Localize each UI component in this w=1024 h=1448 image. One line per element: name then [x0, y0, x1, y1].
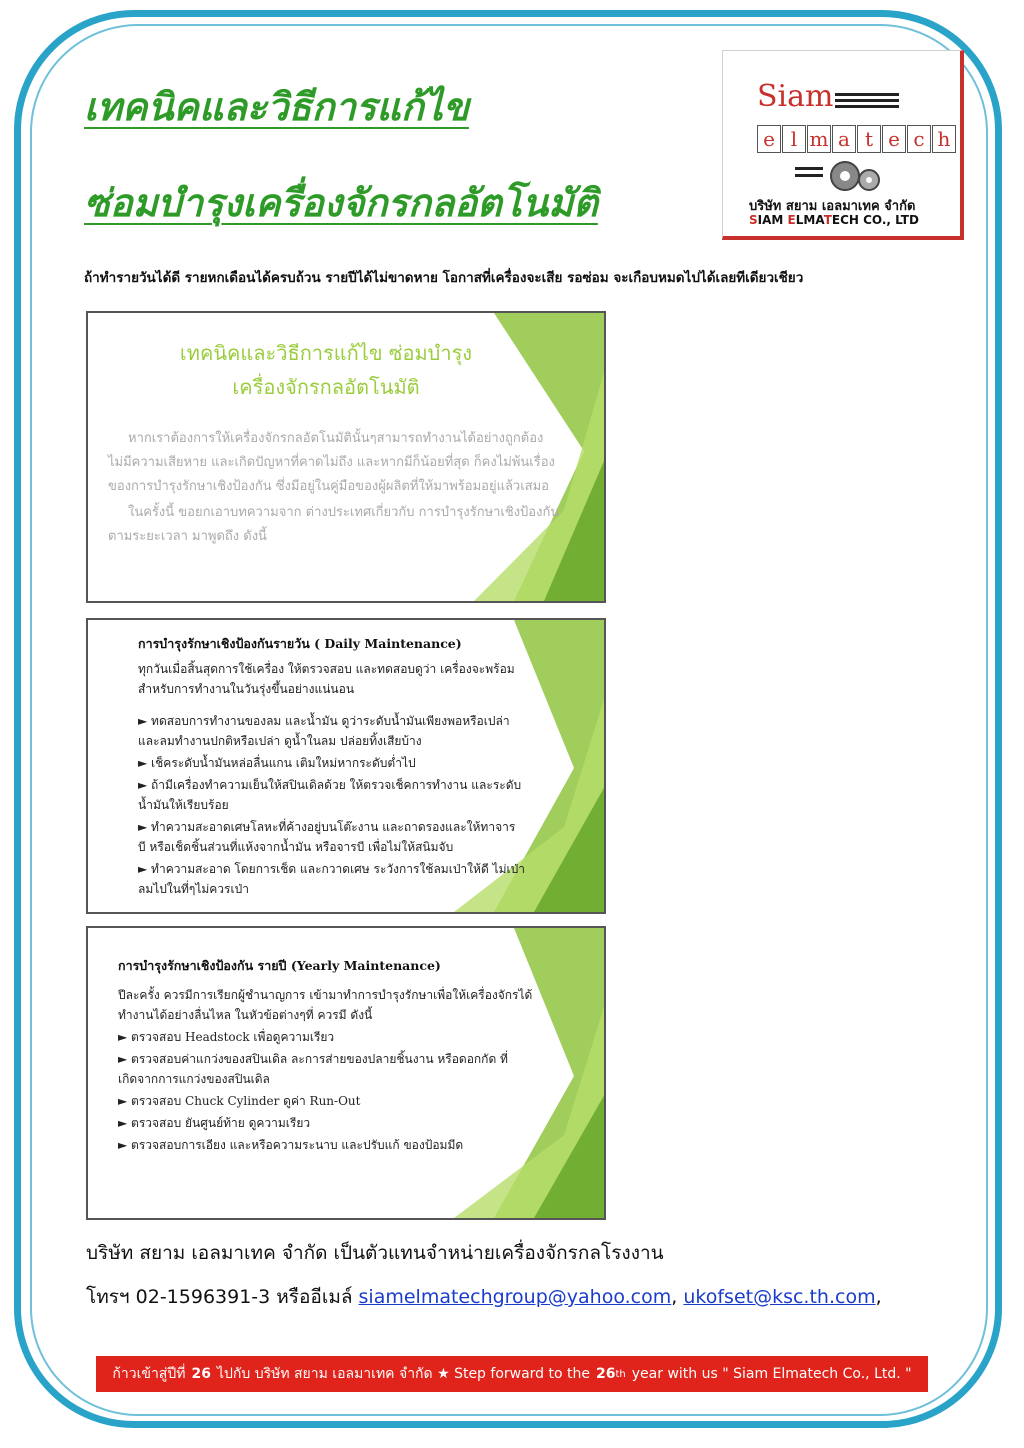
banner-text: ก้าวเข้าสู่ปีที่ — [112, 1366, 186, 1382]
logo-letter: t — [857, 125, 881, 153]
title-line-2: ซ่อมบำรุงเครื่องจักรกลอัตโนมัติ — [84, 180, 598, 225]
slide-3-line: ► ตรวจสอบ ยันศูนย์ท้าย ดูความเรียว — [118, 1116, 311, 1130]
footer-contact-line — [86, 1282, 882, 1312]
slide-1-line: ในครั้งนี้ ขอยกเอาบทความจาก ต่างประเทศเกี่ยวกับ การบำรุงรักษาเชิงป้องกัน — [128, 505, 560, 520]
slide-2-line: ► ทำความสะอาด โดยการเช็ด และกวาดเศษ ระวังการใช้ลมเป่าให้ดี ไม่เป่า — [138, 862, 525, 876]
banner-text: year with us " Siam Elmatech Co., Ltd. " — [631, 1366, 912, 1382]
slide-3-line: เกิดจากการแกว่งของสปินเดิล — [118, 1072, 270, 1086]
banner-number: 26 — [596, 1366, 616, 1382]
slide-3-line: ► ตรวจสอบค่าแกว่งของสปินเดิล ละการส่ายของปลายชิ้นงาน หรือดอกกัด ที่ — [118, 1052, 508, 1066]
logo-brand2 — [757, 125, 957, 153]
slide-2-line: สำหรับการทำงานในวันรุ่งขึ้นอย่างแน่นอน — [138, 682, 355, 696]
slide-2-line: ► ถ้ามีเครื่องทำความเย็นให้สปินเดิลด้วย ให้ตรวจเช็คการทำงาน และระดับ — [138, 778, 522, 792]
logo-company-th: บริษัท สยาม เอลมาเทค จำกัด — [749, 199, 916, 214]
slide-1-line: ไม่มีความเสียหาย และเกิดปัญหาที่คาดไม่ถึง และหากมีก็น้อยที่สุด ก็คงไม่พ้นเรื่อง — [108, 455, 555, 470]
slide-2-line: ลมไปในที่ๆไม่ควรเป่า — [138, 882, 249, 896]
slide-1-line: ของการบำรุงรักษาเชิงป้องกัน ซึ่งมีอยู่ในคู่มือของผู้ผลิตที่ให้มาพร้อมอยู่แล้วเสมอ — [108, 479, 549, 494]
footer-trail: , — [875, 1286, 882, 1308]
slide-2-line: น้ำมันให้เรียบร้อย — [138, 798, 229, 812]
logo-letter: m — [807, 125, 831, 153]
slide-3-line: ปีละครั้ง ควรมีการเรียกผู้ชำนาญการ เข้ามาทำการบำรุงรักษาเพื่อให้เครื่องจักรได้ — [118, 988, 533, 1002]
slide-1-line: หากเราต้องการให้เครื่องจักรกลอัตโนมัตินั้นๆสามารถทำงานได้อย่างถูกต้อง — [128, 431, 544, 446]
title-line-1: เทคนิคและวิธีการแก้ไข — [84, 84, 469, 129]
logo-letter: h — [932, 125, 956, 153]
slide-1 — [86, 311, 606, 603]
footer-separator: , — [671, 1286, 684, 1308]
gear-icon — [793, 159, 893, 193]
logo-brand: Siam — [757, 79, 834, 114]
logo-letter: c — [907, 125, 931, 153]
slide-3 — [86, 926, 606, 1220]
footer-phone: โทรฯ 02-1596391-3 หรืออีเมล์ — [86, 1286, 359, 1308]
logo-company-en: SIAM ELMATECH CO., LTD — [749, 213, 919, 227]
logo-letter: l — [782, 125, 806, 153]
slide-2 — [86, 618, 606, 914]
anniversary-banner — [96, 1356, 928, 1392]
slide-2-heading: การบำรุงรักษาเชิงป้องกันรายวัน ( Daily Maintenance) — [138, 636, 462, 651]
slide-2-line: ทุกวันเมื่อสิ้นสุดการใช้เครื่อง ให้ตรวจสอบ และทดสอบดูว่า เครื่องจะพร้อม — [138, 662, 515, 676]
email-link-1[interactable]: siamelmatechgroup@yahoo.com — [358, 1286, 672, 1308]
slide-3-line: ► ตรวจสอบ Headstock เพื่อดูความเรียว — [118, 1030, 335, 1044]
slide-2-line: ► ทำความสะอาดเศษโลหะที่ค้างอยู่บนโต๊ะงาน และถาดรองและให้ทาจาร — [138, 820, 516, 834]
logo-letter: e — [757, 125, 781, 153]
slide-1-heading-2: เครื่องจักรกลอัตโนมัติ — [232, 375, 420, 399]
slide-1-heading-1: เทคนิคและวิธีการแก้ไข ซ่อมบำรุง — [179, 341, 473, 365]
email-link-2[interactable]: ukofset@ksc.th.com — [683, 1286, 876, 1308]
slide-2-line: ► ทดสอบการทำงานของลม และน้ำมัน ดูว่าระดับน้ำมันเพียงพอหรือเปล่า — [138, 714, 510, 728]
logo-letter: e — [882, 125, 906, 153]
company-logo — [722, 50, 964, 240]
banner-sup: th — [615, 1368, 626, 1380]
slide-3-heading: การบำรุงรักษาเชิงป้องกัน รายปี (Yearly Maintenance) — [118, 958, 441, 973]
intro-text: ถ้าทำรายวันได้ดี รายหกเดือนได้ครบถ้วน รายปีได้ไม่ขาดหาย โอกาสที่เครื่องจะเสีย รอซ่อม จะเกือบหมดไปได้เลยทีเดียวเชียว — [84, 270, 804, 286]
slide-1-line: ตามระยะเวลา มาพูดถึง ดังนี้ — [108, 529, 267, 544]
slide-3-line: ► ตรวจสอบ Chuck Cylinder ดูค่า Run-Out — [118, 1094, 361, 1108]
slide-2-line: ► เช็คระดับน้ำมันหล่อลื่นแกน เติมใหม่หากระดับต่ำไป — [138, 756, 416, 770]
logo-lines — [835, 93, 899, 111]
slide-3-line: ► ตรวจสอบการเอียง และหรือความระนาบ และปรับแก้ ของป้อมมีด — [118, 1138, 464, 1152]
slide-3-line: ทำงานได้อย่างลื่นไหล ในหัวข้อต่างๆที่ ควรมี ดังนี้ — [118, 1008, 373, 1022]
slide-2-line: และลมทำงานปกติหรือเปล่า ดูน้ำในลม ปล่อยทิ้งเสียบ้าง — [138, 734, 422, 748]
logo-letter: a — [832, 125, 856, 153]
slide-2-line: บี หรือเช็ดชิ้นส่วนที่แห้งจากน้ำมัน หรือจารบี เพื่อไม่ให้สนิมจับ — [138, 840, 454, 854]
banner-text: ไปกับ บริษัท สยาม เอลมาเทค จำกัด ★ Step forward to the — [216, 1366, 591, 1382]
slide-decoration — [454, 928, 604, 1218]
footer-company-line: บริษัท สยาม เอลมาเทค จำกัด เป็นตัวแทนจำหน่ายเครื่องจักรกลโรงงาน — [86, 1242, 664, 1264]
banner-number: 26 — [191, 1366, 211, 1382]
